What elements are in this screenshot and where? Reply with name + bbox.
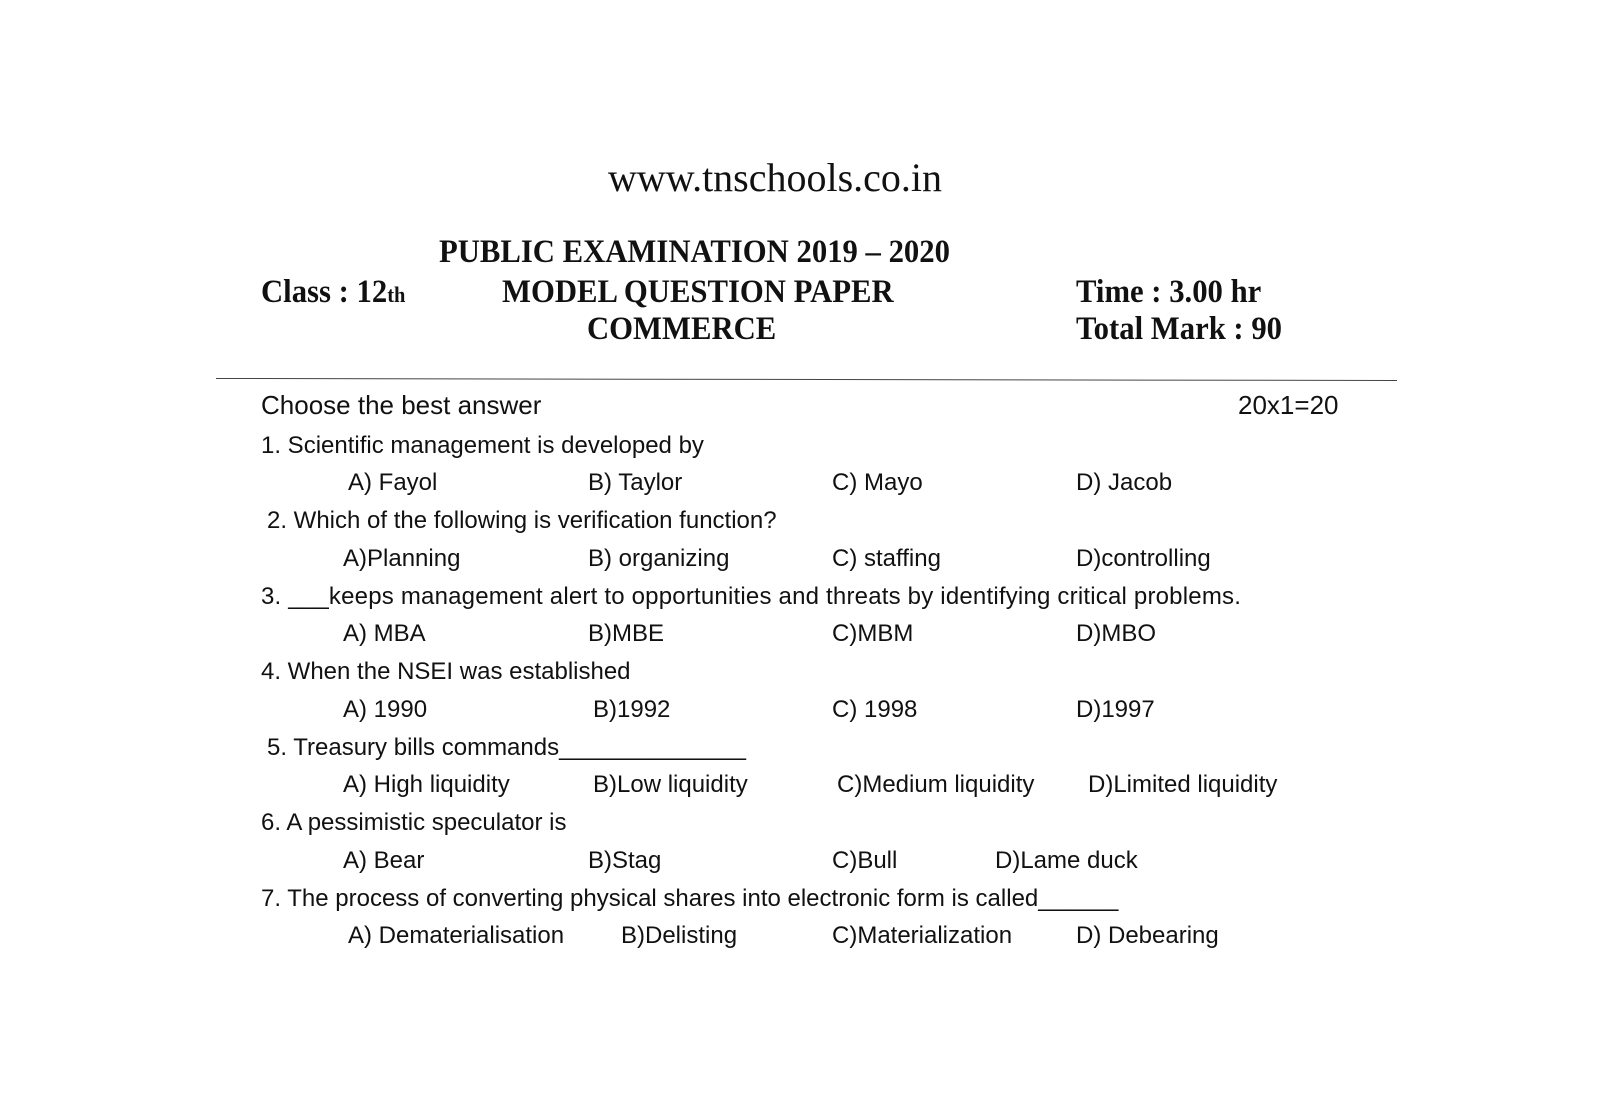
instruction: Choose the best answer — [261, 390, 542, 420]
option-a: A) 1990 — [343, 696, 428, 723]
option-c: C)Bull — [832, 847, 898, 874]
question-1: 1. Scientific management is developed by — [261, 432, 704, 459]
question-6: 6. A pessimistic speculator is — [261, 809, 567, 836]
option-c: C) Mayo — [832, 469, 923, 496]
option-c: C)Medium liquidity — [837, 771, 1035, 798]
option-c: C)MBM — [832, 620, 914, 647]
option-a: A) Bear — [343, 847, 425, 874]
option-b: B)Delisting — [621, 922, 738, 949]
option-a: A) High liquidity — [343, 771, 510, 798]
option-a: A)Planning — [343, 545, 461, 572]
option-b: B)Low liquidity — [593, 771, 748, 798]
option-d: D) Debearing — [1076, 922, 1219, 949]
option-d: D)Lame duck — [995, 847, 1138, 874]
exam-title: PUBLIC EXAMINATION 2019 – 2020 — [439, 234, 950, 270]
paper-title: MODEL QUESTION PAPER — [502, 274, 894, 310]
option-d: D)controlling — [1076, 545, 1211, 572]
option-d: D)Limited liquidity — [1088, 771, 1278, 798]
option-a: A) Dematerialisation — [348, 922, 565, 949]
option-d: D)MBO — [1076, 620, 1156, 647]
option-b: B)1992 — [593, 696, 671, 723]
section-marks: 20x1=20 — [1238, 390, 1339, 420]
question-2: 2. Which of the following is verification function? — [267, 507, 777, 534]
option-a: A) Fayol — [348, 469, 438, 496]
option-b: B)MBE — [588, 620, 665, 647]
subject: COMMERCE — [587, 311, 777, 347]
option-b: B)Stag — [588, 847, 662, 874]
option-b: B) organizing — [588, 545, 730, 572]
question-7: 7. The process of converting physical shares into electronic form is called______ — [261, 885, 1119, 912]
option-d: D)1997 — [1076, 696, 1155, 723]
class-suffix: th — [387, 282, 406, 307]
time: Time : 3.00 hr — [1076, 274, 1262, 310]
class-value: Class : 12 — [261, 274, 388, 310]
class-label — [261, 274, 405, 311]
total-mark: Total Mark : 90 — [1076, 311, 1283, 347]
option-c: C) 1998 — [832, 696, 918, 723]
question-3: 3. ___keeps management alert to opportunities and threats by identifying critical problems. — [261, 583, 1242, 610]
option-d: D) Jacob — [1076, 469, 1173, 496]
option-c: C)Materialization — [832, 922, 1013, 949]
website-url: www.tnschools.co.in — [608, 155, 943, 200]
divider — [216, 378, 1397, 381]
option-a: A) MBA — [343, 620, 426, 647]
question-4: 4. When the NSEI was established — [261, 658, 631, 685]
option-b: B) Taylor — [588, 469, 683, 496]
option-c: C) staffing — [832, 545, 941, 572]
question-5: 5. Treasury bills commands______________ — [267, 734, 746, 761]
